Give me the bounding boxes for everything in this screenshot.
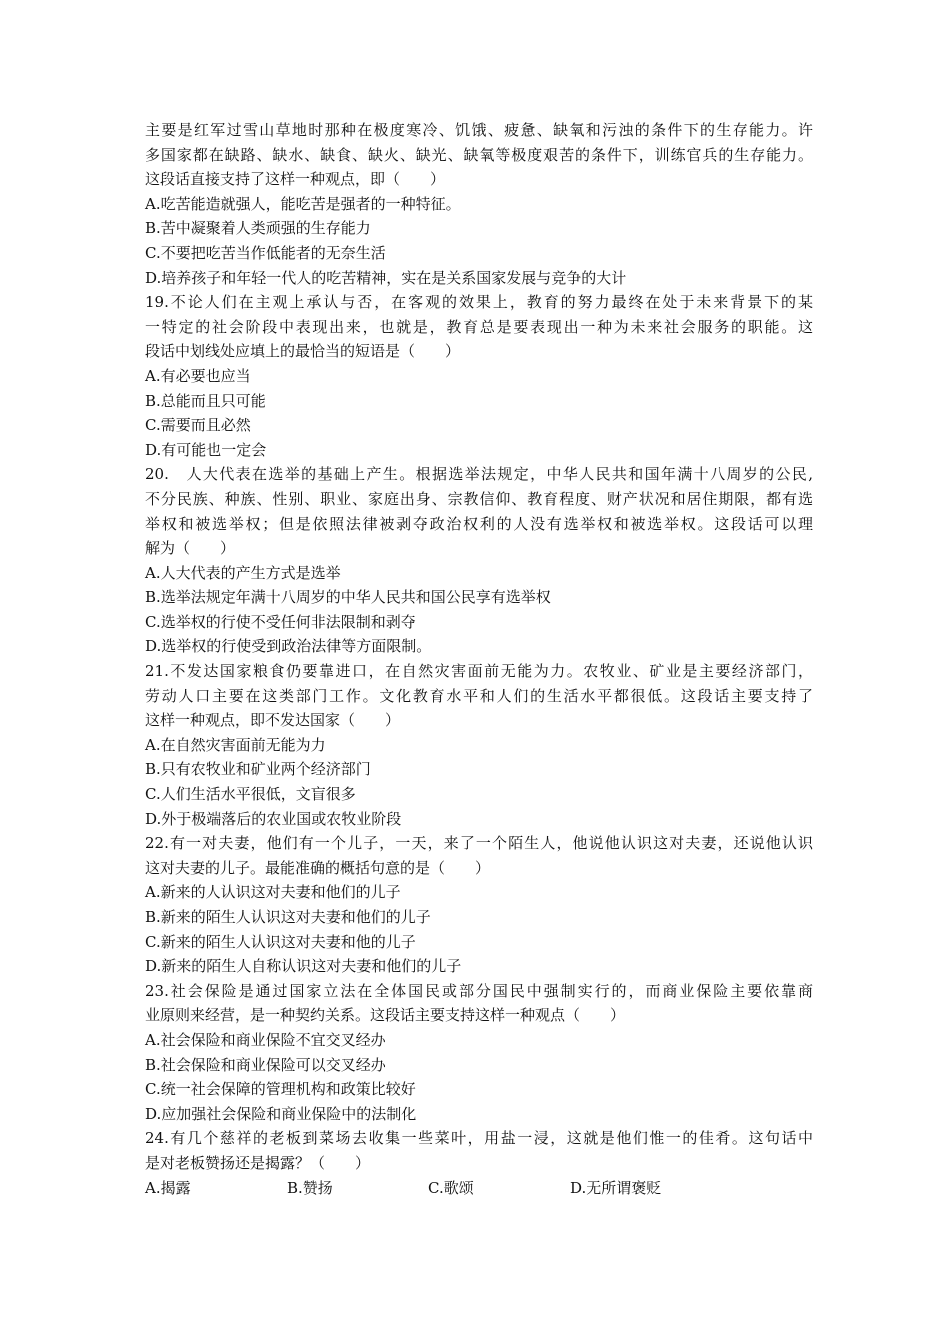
option-d: D.无所谓褒贬 — [570, 1178, 662, 1197]
question-stem-line: 这样一种观点，即不发达国家（ ） — [145, 711, 401, 730]
question-21 — [145, 659, 813, 831]
option-d: D.培养孩子和年轻一代人的吃苦精神，实在是关系国家发展与竞争的大计 — [145, 268, 627, 287]
option-d: D.应加强社会保险和商业保险中的法制化 — [145, 1104, 417, 1123]
option-b: B.新来的陌生人认识这对夫妻和他们的儿子 — [145, 908, 431, 926]
option-c: C.歌颂 — [428, 1178, 474, 1197]
option-b: B.社会保险和商业保险可以交叉经办 — [145, 1055, 386, 1074]
question-stem-line: 举权和被选举权；但是依照法律被剥夺政治权利的人没有选举权和被选举权。这段话可以理 — [145, 514, 813, 533]
option-c: C.选举权的行使不受任何非法限制和剥夺 — [145, 612, 416, 631]
question-stem-line: 多国家都在缺路、缺水、缺食、缺火、缺光、缺氧等极度艰苦的条件下，训练官兵的生存能力。 — [145, 145, 813, 164]
option-a: A.在自然灾害面前无能为力 — [145, 735, 326, 754]
question-text-block — [145, 118, 813, 1200]
option-b: B.总能而且只可能 — [145, 391, 266, 410]
question-stem-line: 业原则来经营，是一种契约关系。这段话主要支持这样一种观点（ ） — [145, 1006, 626, 1025]
question-stem-line: 20. 人大代表在选举的基础上产生。根据选举法规定，中华人民共和国年满十八周岁的公民, — [145, 465, 813, 484]
question-stem-line: 21.不发达国家粮食仍要靠进口，在自然灾害面前无能为力。农牧业、矿业是主要经济部门， — [145, 662, 813, 681]
option-c: C.新来的陌生人认识这对夫妻和他的儿子 — [145, 932, 416, 951]
option-d: D.外于极端落后的农业国或农牧业阶段 — [145, 809, 402, 828]
option-b: B.赞扬 — [287, 1178, 333, 1197]
question-23 — [145, 979, 813, 1127]
question-22 — [145, 831, 813, 979]
question-18 — [145, 118, 813, 290]
option-c: C.需要而且必然 — [145, 416, 251, 435]
question-stem-line: 这段话直接支持了这样一种观点，即（ ） — [145, 170, 446, 189]
option-b: B.选举法规定年满十八周岁的中华人民共和国公民享有选举权 — [145, 588, 551, 607]
question-24 — [145, 1126, 813, 1200]
question-stem-line: 19.不论人们在主观上承认与否，在客观的效果上，教育的努力最终在处于未来背景下的某 — [145, 293, 813, 312]
question-stem-line: 23.社会保险是通过国家立法在全体国民或部分国民中强制实行的，而商业保险主要依靠商 — [145, 981, 813, 1000]
option-a: A.人大代表的产生方式是选举 — [145, 563, 341, 582]
option-a: A.揭露 — [145, 1178, 191, 1197]
option-c: C.不要把吃苦当作低能者的无奈生活 — [145, 243, 386, 262]
question-stem-line: 段话中划线处应填上的最恰当的短语是（ ） — [145, 342, 461, 361]
option-a: A.社会保险和商业保险不宜交叉经办 — [145, 1030, 386, 1049]
option-b: B.苦中凝聚着人类顽强的生存能力 — [145, 219, 371, 238]
question-stem-line: 这对夫妻的儿子。最能准确的概括句意的是（ ） — [145, 858, 491, 877]
question-stem-line: 劳动人口主要在这类部门工作。文化教育水平和人们的生活水平都很低。这段话主要支持了 — [145, 686, 813, 705]
option-c: C.统一社会保障的管理机构和政策比较好 — [145, 1080, 416, 1099]
options-row — [145, 1176, 813, 1201]
question-stem-line: 主要是红军过雪山草地时那种在极度寒冷、饥饿、疲惫、缺氧和污浊的条件下的生存能力。许 — [145, 121, 813, 139]
question-19 — [145, 290, 813, 462]
option-d: D.选举权的行使受到政治法律等方面限制。 — [145, 637, 432, 656]
option-a: A.吃苦能造就强人，能吃苦是强者的一种特征。 — [145, 194, 461, 213]
option-d: D.有可能也一定会 — [145, 440, 267, 459]
question-stem-line: 是对老板赞扬还是揭露？（ ） — [145, 1153, 371, 1172]
question-stem-line: 不分民族、种族、性别、职业、家庭出身、宗教信仰、教育程度、财产状况和居住期限，都有选 — [145, 489, 813, 508]
option-b: B.只有农牧业和矿业两个经济部门 — [145, 760, 371, 779]
option-d: D.新来的陌生人自称认识这对夫妻和他们的儿子 — [145, 957, 462, 976]
question-stem-line: 24.有几个慈祥的老板到菜场去收集一些菜叶，用盐一浸，这就是他们惟一的佳肴。这句话中 — [145, 1129, 813, 1148]
option-c: C.人们生活水平很低，文盲很多 — [145, 785, 356, 804]
option-a: A.新来的人认识这对夫妻和他们的儿子 — [145, 883, 401, 902]
question-20 — [145, 462, 813, 659]
question-stem-line: 22.有一对夫妻，他们有一个儿子，一天，来了一个陌生人，他说他认识这对夫妻，还说他认识 — [145, 834, 813, 853]
option-a: A.有必要也应当 — [145, 366, 251, 385]
question-stem-line: 一特定的社会阶段中表现出来，也就是，教育总是要表现出一种为未来社会服务的职能。这 — [145, 317, 813, 336]
question-stem-line: 解为（ ） — [145, 539, 236, 558]
